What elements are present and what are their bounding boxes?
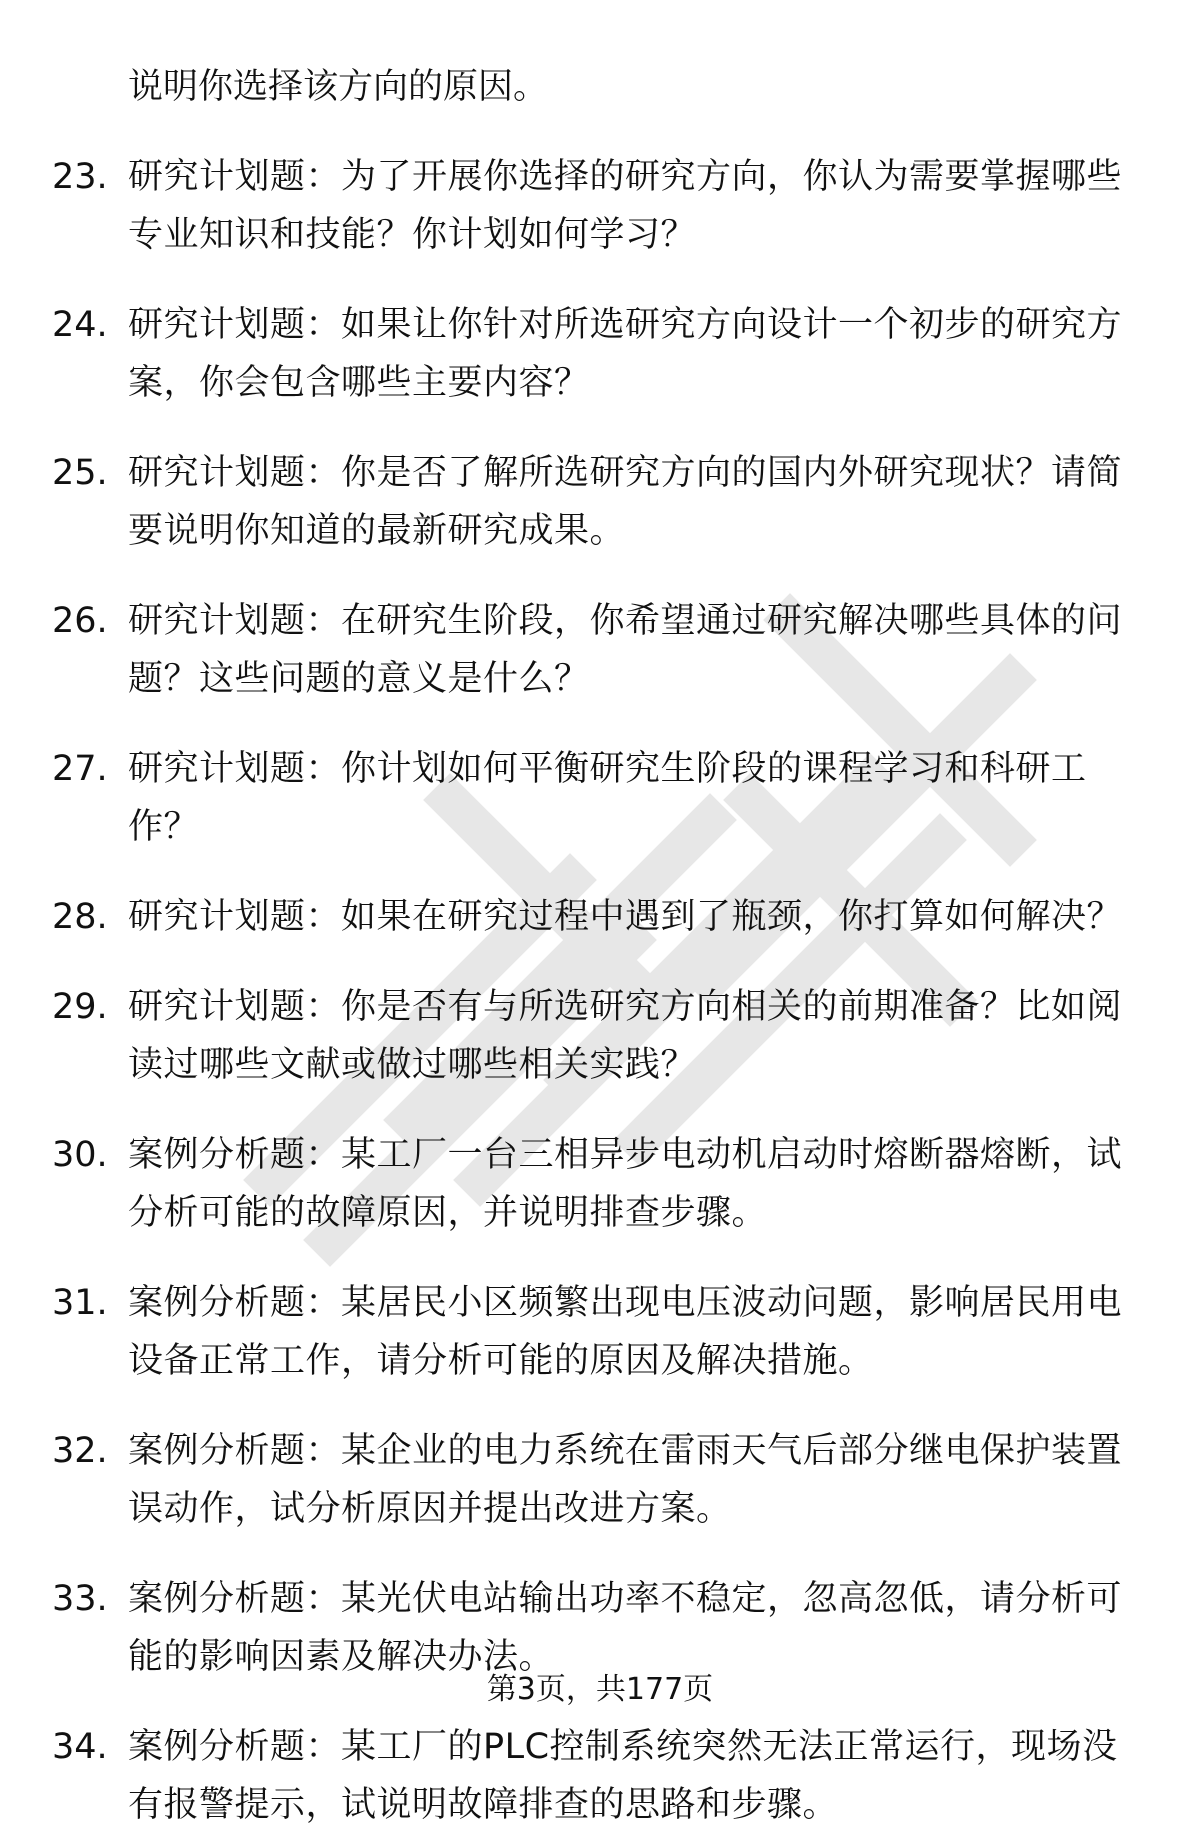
question-item <box>0 1126 1138 1242</box>
question-number: 23. <box>52 157 108 197</box>
question-text: 案例分析题：某工厂一台三相异步电动机启动时熔断器熔断，试分析可能的故障原因，并说明排查步骤。 <box>128 1135 1123 1233</box>
question-item <box>0 592 1138 708</box>
question-text: 研究计划题：你计划如何平衡研究生阶段的课程学习和科研工作？ <box>128 749 1087 847</box>
question-item <box>0 1422 1138 1538</box>
question-number: 33. <box>52 1579 108 1619</box>
question-number: 34. <box>52 1727 108 1767</box>
question-text: 研究计划题：你是否了解所选研究方向的国内外研究现状？请简要说明你知道的最新研究成果。 <box>128 453 1123 551</box>
question-text: 案例分析题：某企业的电力系统在雷雨天气后部分继电保护装置误动作，试分析原因并提出改进方案。 <box>128 1431 1123 1529</box>
question-text: 研究计划题：你是否有与所选研究方向相关的前期准备？比如阅读过哪些文献或做过哪些相关实践？ <box>128 987 1123 1085</box>
question-text: 案例分析题：某光伏电站输出功率不稳定，忽高忽低，请分析可能的影响因素及解决办法。 <box>128 1579 1123 1677</box>
question-number: 31. <box>52 1283 108 1323</box>
question-text: 案例分析题：某工厂的PLC控制系统突然无法正常运行，现场没有报警提示，试说明故障排查的思路和步骤。 <box>128 1727 1118 1825</box>
question-text: 研究计划题：如果让你针对所选研究方向设计一个初步的研究方案，你会包含哪些主要内容？ <box>128 305 1123 403</box>
continued-text: 说明你选择该方向的原因。 <box>128 67 549 107</box>
question-number: 32. <box>52 1431 108 1471</box>
question-number: 29. <box>52 987 108 1027</box>
question-number: 26. <box>52 601 108 641</box>
question-list <box>0 148 1200 1834</box>
question-item <box>0 444 1138 560</box>
question-item <box>0 888 1138 946</box>
question-item <box>0 1274 1138 1390</box>
question-item <box>0 296 1138 412</box>
page-footer: 第3页，共177页 <box>486 1672 714 1707</box>
question-text: 研究计划题：在研究生阶段，你希望通过研究解决哪些具体的问题？这些问题的意义是什么？ <box>128 601 1123 699</box>
question-number: 27. <box>52 749 108 789</box>
question-number: 25. <box>52 453 108 493</box>
question-text: 研究计划题：如果在研究过程中遇到了瓶颈，你打算如何解决？ <box>128 897 1123 937</box>
question-item <box>0 1570 1138 1686</box>
document-body <box>0 58 1200 1834</box>
question-item <box>0 148 1138 264</box>
question-number: 30. <box>52 1135 108 1175</box>
question-text: 案例分析题：某居民小区频繁出现电压波动问题，影响居民用电设备正常工作，请分析可能的原因及解决措施。 <box>128 1283 1123 1381</box>
question-number: 24. <box>52 305 108 345</box>
question-item <box>0 1718 1138 1834</box>
question-item <box>0 978 1138 1094</box>
question-text: 研究计划题：为了开展你选择的研究方向，你认为需要掌握哪些专业知识和技能？你计划如何学习？ <box>128 157 1123 255</box>
question-number: 28. <box>52 897 108 937</box>
question-item <box>0 740 1138 856</box>
